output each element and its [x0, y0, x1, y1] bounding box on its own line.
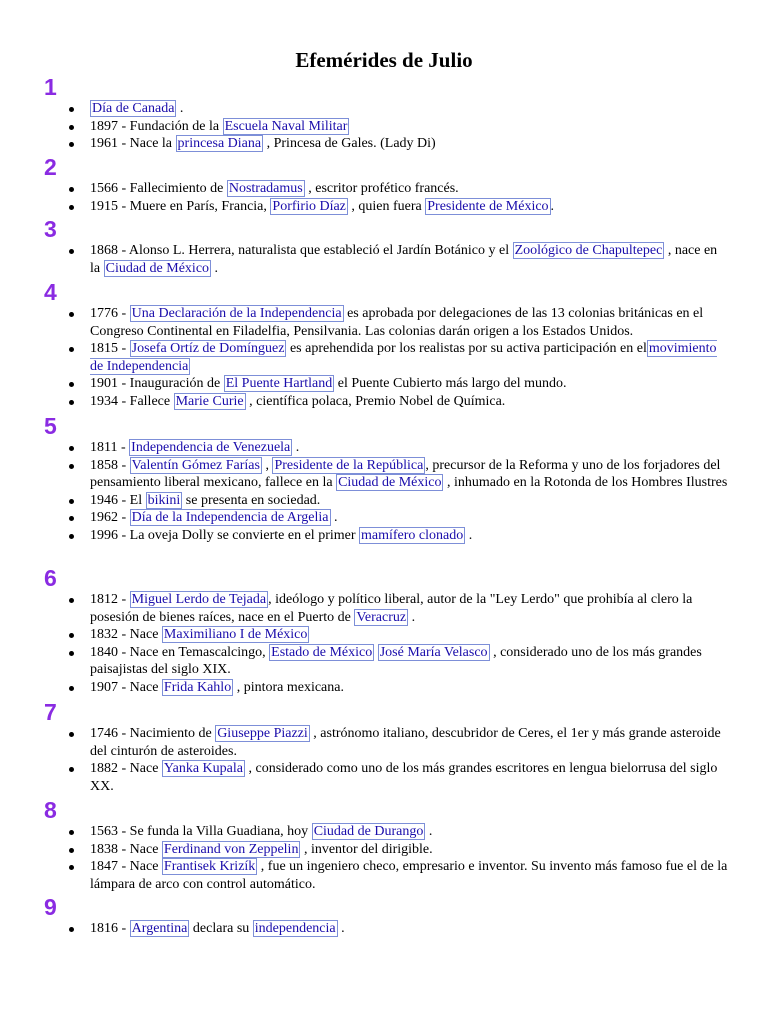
- event-text: declara su: [189, 921, 253, 936]
- event-text: 1961 - Nace la: [90, 136, 176, 151]
- event-text: 1946 - El: [90, 492, 146, 508]
- day-heading: 8: [44, 797, 57, 823]
- event-text: 1882 - Nace: [90, 761, 162, 776]
- event-text: es aprehendida por los realistas por su activa participación en el: [286, 341, 647, 356]
- event-link[interactable]: Escuela Naval Militar: [224, 118, 348, 134]
- event-link[interactable]: movimiento de Independencia: [90, 341, 717, 374]
- event-item: [90, 492, 730, 510]
- event-text: , considerado como uno de los más grandes escritores en lengua bielorrusa del siglo XX.: [90, 761, 718, 794]
- event-text: .: [550, 198, 555, 214]
- event-link[interactable]: Marie Curie: [175, 393, 244, 409]
- event-item: [90, 180, 730, 198]
- event-text: 1832 - Nace: [90, 627, 162, 642]
- event-item: [90, 725, 730, 760]
- event-link[interactable]: Día de Canada: [92, 101, 175, 116]
- event-text: .: [292, 440, 300, 455]
- event-link[interactable]: Frida Kahlo: [163, 679, 232, 695]
- event-link[interactable]: Ferdinand von Zeppelin: [163, 841, 299, 857]
- event-item: [90, 760, 730, 795]
- event-list: [90, 242, 730, 277]
- event-list: [90, 920, 730, 938]
- event-text: 1907 - Nace: [90, 679, 162, 695]
- event-link[interactable]: independencia: [254, 921, 336, 936]
- event-text: , quien fuera: [347, 198, 426, 214]
- event-text: .: [337, 921, 345, 936]
- event-text: el Puente Cubierto más largo del mundo.: [334, 376, 567, 391]
- event-text: .: [176, 101, 184, 116]
- event-link[interactable]: Zoológico de Chapultepec: [514, 243, 663, 258]
- event-item: [90, 375, 730, 393]
- event-text: 1811 -: [90, 440, 130, 455]
- event-text: .: [465, 527, 473, 543]
- event-item: [90, 100, 730, 118]
- event-link[interactable]: Giuseppe Piazzi: [217, 726, 308, 741]
- event-link[interactable]: Porfirio Díaz: [272, 198, 346, 214]
- event-text: , inhumado en la Rotonda de los Hombres Ilustres: [443, 475, 728, 490]
- event-text: , Princesa de Gales. (Lady Di): [263, 136, 436, 151]
- event-item: [90, 457, 730, 492]
- event-link[interactable]: princesa Diana: [177, 136, 262, 151]
- event-list: [90, 591, 730, 696]
- event-link[interactable]: Presidente de la República: [274, 457, 424, 473]
- event-link[interactable]: José María Velasco: [379, 644, 488, 660]
- event-list: [90, 823, 730, 893]
- event-text: 1847 - Nace: [90, 859, 162, 874]
- event-item: [90, 393, 730, 411]
- event-text: 1776 -: [90, 306, 130, 321]
- event-text: 1858 -: [90, 457, 130, 473]
- event-item: [90, 439, 730, 457]
- event-item: [90, 626, 730, 644]
- event-text: 1815 -: [90, 341, 130, 356]
- day-heading: 2: [44, 154, 57, 180]
- event-item: [90, 527, 730, 545]
- event-link[interactable]: Ciudad de México: [338, 475, 442, 490]
- event-text: .: [408, 609, 416, 625]
- event-text: 1816 -: [90, 921, 130, 936]
- event-link[interactable]: Miguel Lerdo de Tejada: [131, 592, 267, 607]
- event-link[interactable]: Ciudad de Durango: [313, 824, 424, 839]
- event-text: , precursor de la Reforma y uno de los forjadores del pensamiento liberal mexicano, fallece en la: [90, 457, 721, 490]
- day-heading: 5: [44, 413, 57, 439]
- event-text: 1812 -: [90, 592, 130, 607]
- event-text: se presenta en sociedad.: [182, 492, 321, 508]
- day-heading: 6: [44, 565, 57, 591]
- event-text: , considerado uno de los más grandes paisajistas del siglo XIX.: [90, 644, 702, 677]
- event-list: [90, 180, 730, 215]
- event-text: 1897 - Fundación de la: [90, 118, 223, 134]
- event-item: [90, 823, 730, 841]
- event-text: 1840 - Nace en Temascalcingo,: [90, 644, 270, 660]
- event-link[interactable]: El Puente Hartland: [225, 376, 333, 391]
- event-item: [90, 591, 730, 626]
- event-text: , científica polaca, Premio Nobel de Química.: [245, 393, 506, 409]
- event-text: , ideólogo y político liberal, autor de la "Ley Lerdo" que prohibía al clero la posesión de bienes raíces, nace en el Puerto de: [90, 592, 693, 625]
- event-list: [90, 439, 730, 544]
- event-item: [90, 509, 730, 527]
- event-item: [90, 841, 730, 859]
- event-text: ,: [261, 457, 273, 473]
- event-link[interactable]: Argentina: [131, 921, 188, 936]
- day-heading: 4: [44, 279, 57, 305]
- event-text: .: [425, 824, 433, 839]
- event-link[interactable]: Veracruz: [356, 609, 407, 625]
- event-text: 1901 - Inauguración de: [90, 376, 224, 391]
- event-list: [90, 725, 730, 795]
- event-text: 1915 - Muere en París, Francia,: [90, 198, 271, 214]
- event-text: .: [211, 260, 219, 276]
- event-item: [90, 858, 730, 893]
- event-item: [90, 644, 730, 679]
- event-item: [90, 242, 730, 277]
- event-link[interactable]: Maximiliano I de México: [163, 627, 308, 642]
- event-item: [90, 198, 730, 216]
- event-text: 1563 - Se funda la Villa Guadiana, hoy: [90, 824, 312, 839]
- event-link[interactable]: mamífero clonado: [361, 527, 464, 543]
- day-heading: 3: [44, 216, 57, 242]
- event-text: , nace en la: [90, 243, 718, 276]
- event-text: 1746 - Nacimiento de: [90, 726, 216, 741]
- page-title: Efemérides de Julio: [295, 48, 473, 72]
- event-item: [90, 920, 730, 938]
- event-item: [90, 135, 730, 153]
- event-text: , inventor del dirigible.: [300, 841, 433, 857]
- event-text: 1934 - Fallece: [90, 393, 174, 409]
- event-list: [90, 100, 730, 153]
- event-text: , astrónomo italiano, descubridor de Ceres, el 1er y más grande asteroide del cinturón de asteroides.: [90, 726, 721, 759]
- event-link[interactable]: Frantisek Krizík: [163, 859, 256, 874]
- day-heading: 9: [44, 894, 57, 920]
- event-item: [90, 340, 730, 375]
- event-text: 1566 - Fallecimiento de: [90, 181, 227, 196]
- event-link[interactable]: Josefa Ortíz de Domínguez: [131, 341, 285, 356]
- day-heading: 1: [44, 74, 57, 100]
- event-text: 1868 - Alonso L. Herrera, naturalista que estableció el Jardín Botánico y el: [90, 243, 513, 258]
- event-list: [90, 305, 730, 410]
- day-heading: 7: [44, 699, 57, 725]
- event-item: [90, 305, 730, 340]
- event-item: [90, 679, 730, 697]
- event-link[interactable]: Día de la Independencia de Argelia: [131, 510, 329, 525]
- event-text: , fue un ingeniero checo, empresario e inventor. Su invento más famoso fue el de la lámpara de arco con control automático.: [90, 859, 728, 892]
- event-text: , escritor profético francés.: [304, 181, 459, 196]
- event-text: 1838 - Nace: [90, 841, 162, 857]
- event-link[interactable]: Yanka Kupala: [163, 761, 243, 776]
- event-link[interactable]: Presidente de México: [427, 198, 549, 214]
- event-text: .: [330, 510, 338, 525]
- event-link[interactable]: Nostradamus: [228, 181, 303, 196]
- event-link[interactable]: Ciudad de México: [105, 260, 210, 276]
- event-link[interactable]: Independencia de Venezuela: [131, 440, 291, 455]
- event-link[interactable]: Valentín Gómez Farías: [131, 457, 260, 473]
- event-text: 1996 - La oveja Dolly se convierte en el primer: [90, 527, 360, 543]
- event-text: es aprobada por delegaciones de las 13 colonias británicas en el Congreso Continental en Filadelfia, Pensilvania. Las colonias darán origen a los Estados Unidos.: [90, 306, 704, 339]
- event-text: 1962 -: [90, 510, 130, 525]
- event-link[interactable]: bikini: [147, 492, 181, 508]
- event-link[interactable]: Una Declaración de la Independencia: [131, 306, 342, 321]
- event-link[interactable]: Estado de México: [271, 644, 373, 660]
- event-item: [90, 118, 730, 136]
- event-text: , pintora mexicana.: [233, 679, 344, 695]
